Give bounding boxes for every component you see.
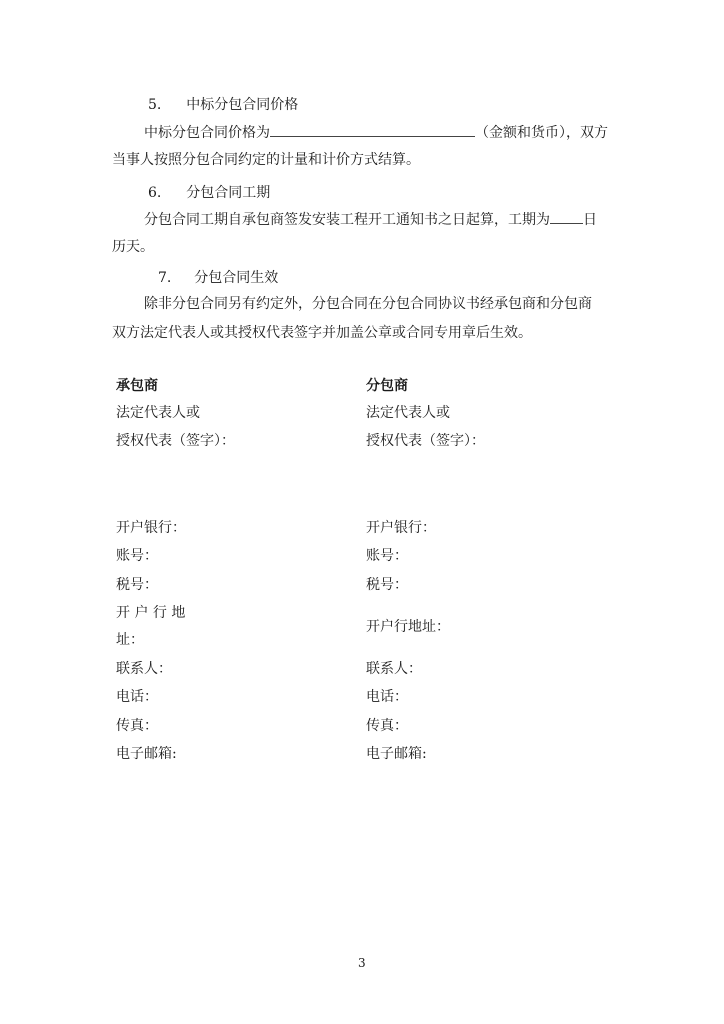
section-6-line-1-suffix: 日: [583, 212, 597, 228]
section-6-number: 6.: [148, 185, 162, 201]
right-tax: 税号：: [366, 577, 408, 593]
right-party-title: 分包商: [366, 378, 408, 394]
left-account: 账号：: [116, 548, 158, 564]
right-phone: 电话：: [366, 689, 408, 705]
left-bank-addr-line-1: 开 户 行 地: [116, 605, 186, 621]
section-5-line-1-suffix: （金额和货币），双方: [475, 125, 608, 141]
right-rep-line-1: 法定代表人或: [366, 405, 450, 421]
left-contact: 联系人：: [116, 661, 172, 677]
duration-blank: [550, 211, 583, 224]
section-5-line-2: 当事人按照分包合同约定的计量和计价方式结算。: [112, 152, 420, 168]
section-6-line-1: [144, 211, 597, 227]
left-party-title: 承包商: [116, 378, 158, 394]
section-6-line-1-prefix: 分包合同工期自承包商签发安装工程开工通知书之日起算，工期为: [144, 212, 550, 228]
right-fax: 传真：: [366, 718, 408, 734]
section-7-number: 7.: [158, 270, 172, 286]
left-fax: 传真：: [116, 718, 158, 734]
right-bank-addr: 开户行地址：: [366, 619, 450, 635]
left-rep-line-1: 法定代表人或: [116, 405, 200, 421]
right-account: 账号：: [366, 548, 408, 564]
price-blank: [270, 124, 475, 137]
right-bank: 开户银行：: [366, 520, 436, 536]
section-7-line-2: 双方法定代表人或其授权代表签字并加盖公章或合同专用章后生效。: [112, 325, 532, 341]
left-rep-line-2: 授权代表（签字）：: [116, 433, 235, 449]
section-6-line-2: 历天。: [112, 239, 154, 255]
page-number: 3: [358, 956, 366, 970]
section-5-line-1: [144, 124, 608, 140]
right-contact: 联系人：: [366, 661, 422, 677]
section-5-line-1-prefix: 中标分包合同价格为: [144, 125, 270, 141]
left-phone: 电话：: [116, 689, 158, 705]
section-5-heading: [148, 94, 298, 114]
left-bank-addr-line-2: 址：: [116, 632, 144, 648]
section-7-line-1: 除非分包合同另有约定外，分包合同在分包合同协议书经承包商和分包商: [144, 296, 592, 312]
left-bank: 开户银行：: [116, 520, 186, 536]
section-6-title: 分包合同工期: [186, 185, 271, 201]
left-tax: 税号：: [116, 577, 158, 593]
right-rep-line-2: 授权代表（签字）：: [366, 433, 485, 449]
right-email: 电子邮箱:: [366, 746, 427, 762]
section-5-title: 中标分包合同价格: [186, 97, 299, 113]
section-7-title: 分包合同生效: [194, 270, 279, 286]
section-5-number: 5.: [148, 97, 162, 113]
section-7-heading: [158, 267, 278, 287]
section-6-heading: [148, 182, 270, 202]
left-email: 电子邮箱:: [116, 746, 177, 762]
